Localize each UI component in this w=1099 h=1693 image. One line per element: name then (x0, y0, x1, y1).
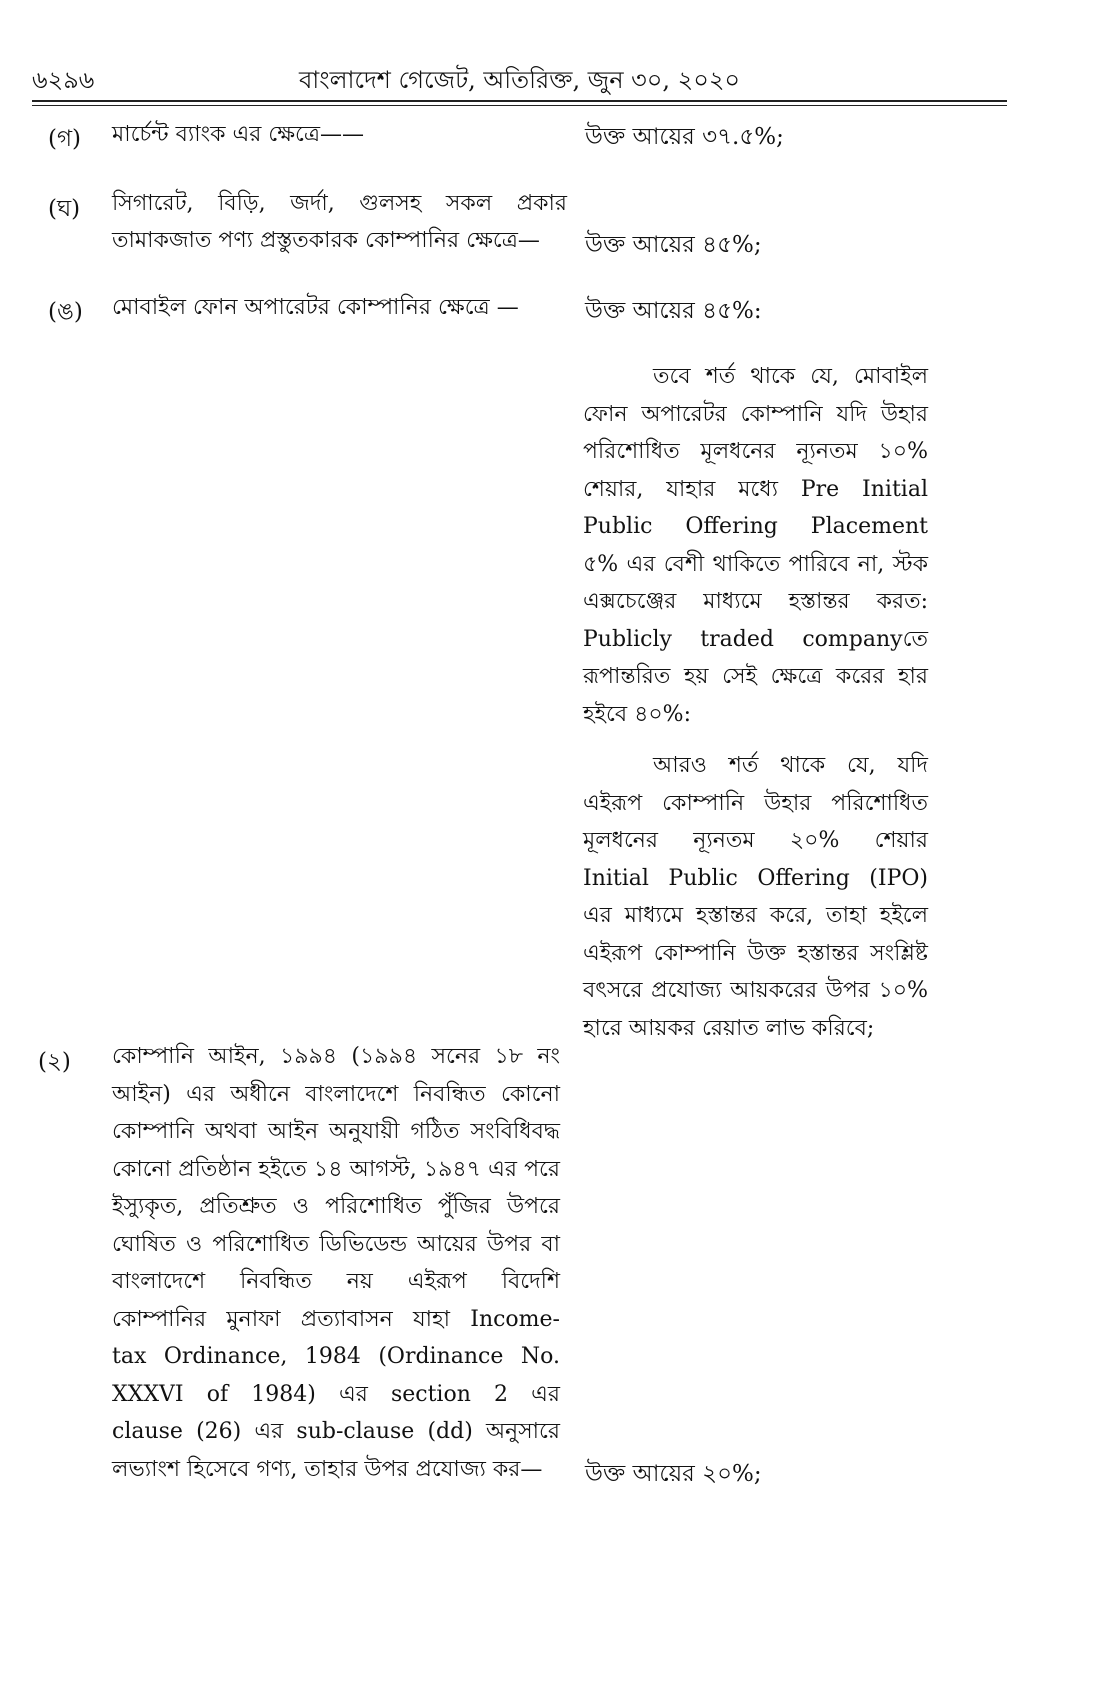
section-line: XXXVI of 1984) এর section 2 এর (112, 1381, 560, 1407)
item-text-line: তামাকজাত পণ্য প্রস্তুতকারক কোম্পানির ক্ষেত্রে— (112, 228, 540, 253)
item-text-ga (112, 116, 572, 153)
item-text-line: সিগারেট, বিড়ি, জর্দা, গুলসহ সকল প্রকার (112, 191, 567, 216)
proviso-line: এইরূপ কোম্পানি উহার পরিশোধিত (583, 790, 928, 816)
proviso-line: এইরূপ কোম্পানি উক্ত হস্তান্তর সংশ্লিষ্ট (583, 940, 928, 966)
proviso-second (583, 747, 928, 1047)
proviso-line: এক্সচেঞ্জের মাধ্যমে হস্তান্তর করত: (583, 589, 928, 614)
proviso-line: Public Offering Placement (583, 514, 928, 539)
proviso-line: তবে শর্ত থাকে যে, মোবাইল (653, 364, 928, 389)
proviso-line: রূপান্তরিত হয় সেই ক্ষেত্রে করের হার (583, 664, 928, 689)
section-line: আইন) এর অধীনে বাংলাদেশে নিবন্ধিত কোনো (112, 1081, 560, 1107)
section-line: ইস্যুকৃত, প্রতিশ্রুত ও পরিশোধিত পুঁজির উপরে (112, 1194, 560, 1219)
item-rate-gha: উক্ত আয়ের ৪৫%; (585, 232, 762, 258)
section-line: ঘোষিত ও পরিশোধিত ডিভিডেন্ড আয়ের উপর বা (112, 1231, 560, 1257)
item-rate-ga: উক্ত আয়ের ৩৭.৫%; (585, 124, 784, 150)
section-2-text (112, 1038, 560, 1488)
item-rate-nga: উক্ত আয়ের ৪৫%: (585, 298, 762, 324)
item-number-gha: (ঘ) (48, 196, 81, 222)
item-text-line: মার্চেন্ট ব্যাংক এর ক্ষেত্রে—— (112, 122, 365, 147)
proviso-line: বৎসরে প্রযোজ্য আয়করের উপর ১০% (583, 978, 928, 1003)
proviso-line: শেয়ার, যাহার মধ্যে Pre Initial (583, 476, 928, 502)
item-text-nga (112, 289, 572, 326)
item-number-ga: (গ) (48, 126, 82, 152)
section-line: কোম্পানির মুনাফা প্রত্যাবাসন যাহা Income- (112, 1306, 560, 1332)
header-rule-thick (32, 100, 1007, 102)
proviso-line: হারে আয়কর রেয়াত লাভ করিবে; (583, 1015, 875, 1041)
item-text-gha (112, 185, 567, 259)
proviso-first (583, 358, 928, 733)
section-line: clause (26) এর sub-clause (dd) অনুসারে (112, 1419, 560, 1444)
gazette-title: বাংলাদেশ গেজেট, অতিরিক্ত, জুন ৩০, ২০২০ (298, 66, 741, 94)
page-number: ৬২৯৬ (32, 66, 95, 94)
proviso-line: Initial Public Offering (IPO) (583, 865, 928, 891)
header-rule-thin (32, 105, 1007, 106)
proviso-line: Publicly traded companyতে (583, 626, 928, 652)
item-number-nga: (ঙ) (48, 299, 83, 325)
proviso-line: পরিশোধিত মূলধনের ন্যূনতম ১০% (583, 439, 928, 464)
page-header (32, 62, 1007, 102)
section-line: বাংলাদেশে নিবন্ধিত নয় এইরূপ বিদেশি (112, 1269, 560, 1294)
section-line: লভ্যাংশ হিসেবে গণ্য, তাহার উপর প্রযোজ্য কর— (112, 1456, 543, 1482)
proviso-line: আরও শর্ত থাকে যে, যদি (653, 753, 928, 778)
section-line: কোনো প্রতিষ্ঠান হইতে ১৪ আগস্ট, ১৯৪৭ এর পরে (112, 1156, 560, 1182)
section-number-2: (২) (38, 1049, 71, 1075)
section-line: কোম্পানি আইন, ১৯৯৪ (১৯৯৪ সনের ১৮ নং (112, 1044, 560, 1069)
proviso-line: মূলধনের ন্যূনতম ২০% শেয়ার (583, 828, 928, 853)
section-2-rate: উক্ত আয়ের ২০%; (585, 1461, 762, 1487)
section-line: কোম্পানি অথবা আইন অনুযায়ী গঠিত সংবিধিবদ্ধ (112, 1119, 560, 1144)
proviso-line: হইবে ৪০%: (583, 701, 691, 727)
proviso-line: ৫% এর বেশী থাকিতে পারিবে না, স্টক (583, 551, 928, 577)
item-text-line: মোবাইল ফোন অপারেটর কোম্পানির ক্ষেত্রে — (112, 295, 519, 320)
section-line: tax Ordinance, 1984 (Ordinance No. (112, 1344, 560, 1369)
proviso-line: ফোন অপারেটর কোম্পানি যদি উহার (583, 401, 928, 427)
proviso-line: এর মাধ্যমে হস্তান্তর করে, তাহা হইলে (583, 903, 928, 928)
